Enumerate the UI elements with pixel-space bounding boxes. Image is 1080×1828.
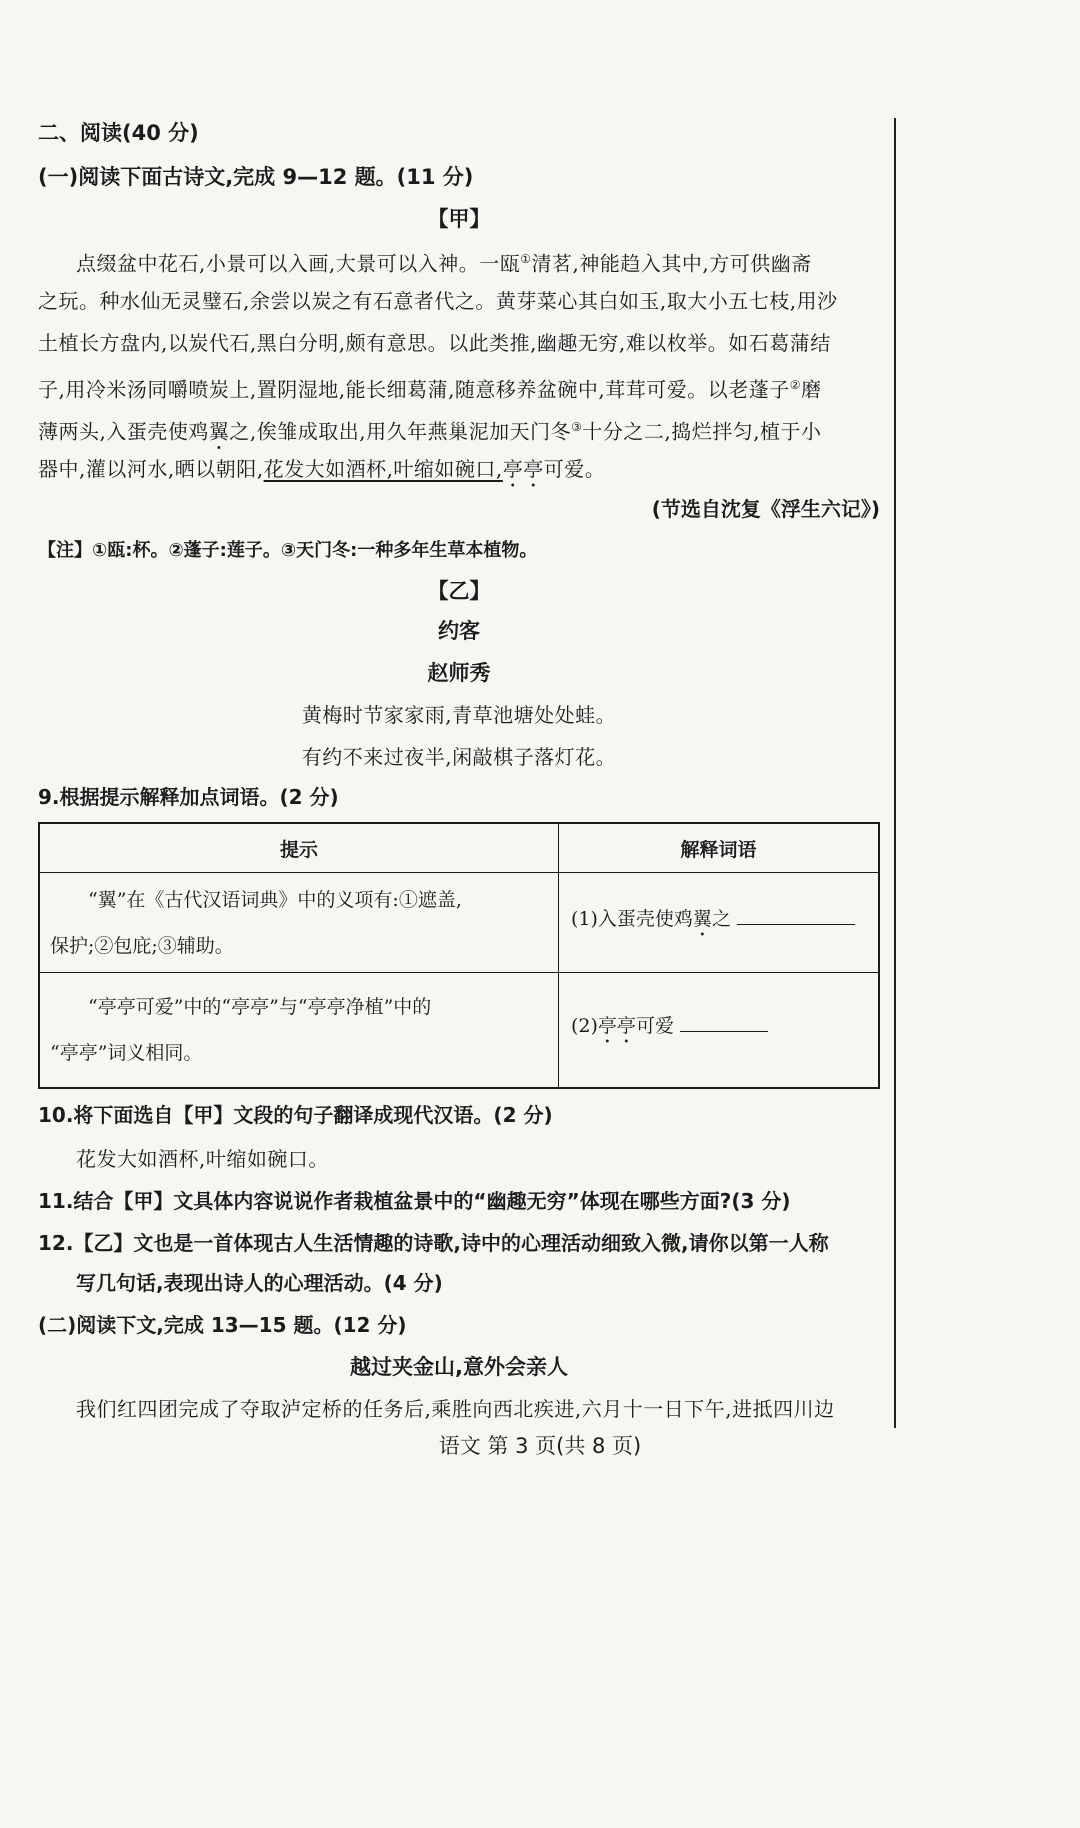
dotted-word-yi: 翼 bbox=[208, 419, 230, 444]
table-header-row bbox=[39, 823, 879, 873]
table-header-hint: 提示 bbox=[39, 823, 559, 873]
table-row bbox=[39, 873, 879, 973]
jia-paragraph-line-6: 器中,灌以河水,晒以朝阳,花发大如酒杯,叶缩如碗口,亭亭可爱。 bbox=[38, 457, 606, 481]
answer-blank-2[interactable] bbox=[680, 1031, 768, 1032]
answer-blank-1[interactable] bbox=[737, 924, 855, 925]
article-title: 越过夹金山,意外会亲人 bbox=[350, 1355, 568, 1379]
jia-paragraph-line-4: 子,用冷米汤同嚼喷炭上,置阴湿地,能长细葛蒲,随意移养盆碗中,茸茸可爱。以老蓬子②磨 bbox=[38, 377, 822, 402]
source-citation: (节选自沈复《浮生六记》) bbox=[651, 497, 880, 521]
jia-paragraph-line-3: 土植长方盘内,以炭代石,黑白分明,颇有意思。以此类推,幽趣无穷,难以枚举。如石葛蒲结 bbox=[38, 331, 831, 355]
poem-author: 赵师秀 bbox=[427, 661, 491, 685]
answer-cell-1: (1)入蛋壳使鸡翼之 bbox=[559, 873, 880, 973]
part2-heading: (二)阅读下文,完成 13—15 题。(12 分) bbox=[38, 1313, 407, 1337]
question-12-line-1: 12.【乙】文也是一首体现古人生活情趣的诗歌,诗中的心理活动细致入微,请你以第一人称 bbox=[38, 1231, 829, 1255]
poem-line-2: 有约不来过夜半,闲敲棋子落灯花。 bbox=[301, 745, 617, 769]
answer-cell-2: (2)亭亭可爱 bbox=[559, 973, 880, 1088]
yi-label: 【乙】 bbox=[427, 579, 491, 603]
jia-paragraph-line-1: 点缀盆中花石,小景可以入画,大景可以入神。一瓯①清茗,神能趋入其中,方可供幽斋 bbox=[76, 251, 812, 276]
jia-paragraph-line-5: 薄两头,入蛋壳使鸡翼之,俟雏成取出,用久年燕巢泥加天门冬③十分之二,捣烂拌匀,植于小 bbox=[38, 419, 822, 444]
dotted-word-tingting: 亭亭 bbox=[502, 457, 544, 481]
table-header-explain: 解释词语 bbox=[559, 823, 880, 873]
page-footer: 语文 第 3 页(共 8 页) bbox=[438, 1434, 642, 1458]
jia-paragraph-line-2: 之玩。种水仙无灵璧石,余尝以炭之有石意者代之。黄芽菜心其白如玉,取大小五七枝,用沙 bbox=[38, 289, 838, 313]
hint-cell-1: “翼”在《古代汉语词典》中的义项有:①遮盖, 保护;②包庇;③辅助。 bbox=[39, 873, 559, 973]
right-margin-rule bbox=[894, 118, 896, 1428]
underlined-sentence: 花发大如酒杯,叶缩如碗口, bbox=[263, 457, 503, 481]
question-10: 10.将下面选自【甲】文段的句子翻译成现代汉语。(2 分) bbox=[38, 1103, 553, 1127]
article-first-line: 我们红四团完成了夺取泸定桥的任务后,乘胜向西北疾进,六月十一日下午,进抵四川边 bbox=[76, 1397, 835, 1421]
part1-heading: (一)阅读下面古诗文,完成 9—12 题。(11 分) bbox=[38, 165, 474, 189]
section-title: 二、阅读(40 分) bbox=[38, 121, 199, 145]
table-row bbox=[39, 973, 879, 1088]
question-10-sentence: 花发大如酒杯,叶缩如碗口。 bbox=[76, 1147, 329, 1171]
hint-cell-2: “亭亭可爱”中的“亭亭”与“亭亭净植”中的 “亭亭”词义相同。 bbox=[39, 973, 559, 1088]
annotation-notes: 【注】①瓯:杯。②蓬子:莲子。③天门冬:一种多年生草本植物。 bbox=[38, 540, 538, 561]
question-11: 11.结合【甲】文具体内容说说作者栽植盆景中的“幽趣无穷”体现在哪些方面?(3 分) bbox=[38, 1189, 791, 1213]
hint-table bbox=[38, 822, 880, 1089]
poem-title: 约客 bbox=[438, 619, 480, 643]
question-12-line-2: 写几句话,表现出诗人的心理活动。(4 分) bbox=[76, 1271, 443, 1295]
question-9: 9.根据提示解释加点词语。(2 分) bbox=[38, 785, 339, 809]
jia-label: 【甲】 bbox=[427, 207, 491, 231]
poem-line-1: 黄梅时节家家雨,青草池塘处处蛙。 bbox=[301, 703, 617, 727]
